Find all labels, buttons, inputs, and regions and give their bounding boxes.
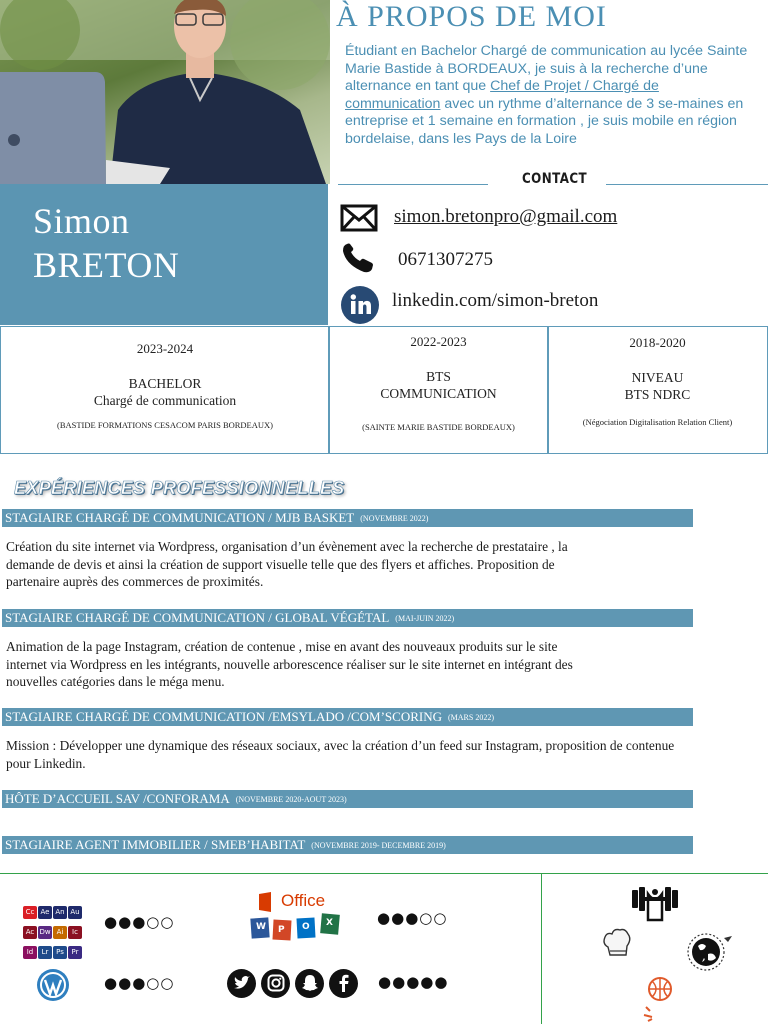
- experience-header-3: [2, 708, 693, 726]
- fitness-icon: [630, 884, 680, 929]
- adobe-app-icon: Lr: [38, 946, 52, 959]
- education-year: 2022-2023: [410, 334, 467, 349]
- office-skill-rating: [377, 909, 447, 927]
- education-degree-line-2: Chargé de communication: [93, 393, 237, 408]
- office-word-icon: W: [256, 922, 266, 932]
- about-text-part-2: avec un rythme d’alternance de 3 se-maines en entreprise et 1 semaine en formation , je suis mobile en région bordelaise, dans les Pays de la Loire: [345, 95, 744, 147]
- contact-rule-right: [606, 184, 768, 185]
- experience-description-3: Mission : Développer une dynamique des réseaux sociaux, avec la création d’un feed sur Instagram, proposition de contenue pour Linkedin.: [6, 738, 675, 771]
- chef-hat-icon: [602, 927, 632, 966]
- rating-dot-filled: ●: [392, 973, 407, 991]
- profile-photo: [0, 0, 330, 184]
- adobe-app-icon: An: [53, 906, 67, 919]
- experience-role: STAGIAIRE CHARGÉ DE COMMUNICATION / MJB BASKET: [5, 510, 355, 525]
- adobe-app-icon: Ac: [23, 926, 37, 939]
- snapchat-icon: [295, 969, 324, 998]
- contact-rule-left: [338, 184, 488, 185]
- education-school: (BASTIDE FORMATIONS CESACOM PARIS BORDEAUX): [57, 420, 273, 430]
- rating-dot-filled: ●: [132, 913, 147, 931]
- linkedin-link[interactable]: linkedin.com/simon-breton: [392, 290, 599, 311]
- education-year: 2018-2020: [629, 335, 686, 350]
- wordpress-icon: [36, 968, 70, 1007]
- education-degree-line-1: BTS: [426, 369, 451, 384]
- adobe-app-icon: Cc: [23, 906, 37, 919]
- about-target-role: Chef de Projet / Chargé de communication: [345, 78, 659, 112]
- adobe-app-icon: Ae: [38, 906, 52, 919]
- rating-dot-empty: ○: [433, 909, 448, 927]
- email-link[interactable]: simon.bretonpro@gmail.com: [394, 206, 618, 227]
- education-card-1: [0, 326, 330, 454]
- rating-dot-filled: ●: [420, 973, 435, 991]
- education-degree-line-2: BTS NDRC: [624, 387, 691, 402]
- experience-role: STAGIAIRE CHARGÉ DE COMMUNICATION /EMSYLADO /COM’SCORING: [5, 709, 442, 724]
- twitter-icon: [227, 969, 256, 998]
- facebook-icon: [329, 969, 358, 998]
- rating-dot-empty: ○: [160, 974, 175, 992]
- last-name: BRETON: [33, 245, 180, 285]
- experience-header-5: [2, 836, 693, 854]
- adobe-app-icon: Au: [68, 906, 82, 919]
- social-icons-row: [227, 969, 363, 998]
- experience-header-2: [2, 609, 693, 627]
- rating-dot-empty: ○: [419, 909, 434, 927]
- office-excel-icon: X: [326, 918, 333, 928]
- adobe-app-icon: Pr: [68, 946, 82, 959]
- adobe-app-icon: Ps: [53, 946, 67, 959]
- rating-dot-filled: ●: [118, 974, 133, 992]
- experience-date: (NOVEMBRE 2022): [360, 514, 429, 523]
- wordpress-skill-rating: [104, 974, 174, 992]
- education-degree-line-2: COMMUNICATION: [380, 386, 497, 401]
- office-label: Office: [281, 891, 326, 910]
- photo-illustration: [0, 0, 330, 184]
- about-title: À PROPOS DE MOI: [336, 0, 607, 33]
- experience-header-4: [2, 790, 693, 808]
- adobe-app-icon: Dw: [38, 926, 52, 939]
- globe-travel-icon: [684, 928, 734, 977]
- experience-role: STAGIAIRE AGENT IMMOBILIER / SMEB’HABITAT: [5, 837, 306, 852]
- adobe-app-icon: Ai: [53, 926, 67, 939]
- rating-dot-empty: ○: [160, 913, 175, 931]
- rating-dot-filled: ●: [377, 909, 392, 927]
- experience-header-1: [2, 509, 693, 527]
- rating-dot-filled: ●: [406, 973, 421, 991]
- adobe-app-icon: Ic: [68, 926, 82, 939]
- about-text: [345, 43, 750, 149]
- education-card-2: [328, 326, 549, 454]
- education-degree-line-1: BACHELOR: [128, 376, 202, 391]
- hobbies-rule: [542, 873, 768, 874]
- education-school: (SAINTE MARIE BASTIDE BORDEAUX): [362, 422, 515, 432]
- adobe-skill-rating: [104, 913, 174, 931]
- education-card-3: [547, 326, 768, 454]
- education-school: (Négociation Digitalisation Relation Client): [582, 417, 733, 427]
- adobe-apps-icon-grid: [23, 901, 89, 961]
- first-name: Simon: [33, 201, 130, 241]
- office-powerpoint-icon: P: [278, 925, 285, 935]
- education-year: 2023-2024: [136, 341, 194, 356]
- rating-dot-filled: ●: [378, 973, 393, 991]
- experience-date: (MARS 2022): [448, 713, 495, 722]
- rating-dot-filled: ●: [104, 913, 119, 931]
- linkedin-icon: [341, 286, 379, 329]
- contact-title: CONTACT: [522, 171, 588, 187]
- about-text-part-1: Étudiant en Bachelor Chargé de communication au lycée Sainte Marie Bastide à BORDEAUX, je suis à la recherche d’une alternance en tant que: [345, 43, 748, 95]
- envelope-icon: [340, 204, 378, 237]
- rating-dot-filled: ●: [118, 913, 133, 931]
- rating-dot-empty: ○: [146, 913, 161, 931]
- experience-description-2: Animation de la page Instagram, création de contenue , mise en avant des nouveaux produits sur le site internet via Wordpress en les intégrants, nouvelle arborescence réaliser sur le site internet en intégrant des nouvelles catégories dans le méga menu.: [6, 639, 573, 689]
- rating-dot-filled: ●: [405, 909, 420, 927]
- experience-description-1: Création du site internet via Wordpress, organisation d’un évènement avec la recherche de prestataire , la demande de devis et ainsi la création de support visuelle telle que des flyers et affiches. Proposition de partenaire auprès des commerces de proximités.: [6, 539, 568, 589]
- education-degree-line-1: NIVEAU: [631, 370, 684, 385]
- adobe-app-icon: Id: [23, 946, 37, 959]
- experience-date: (MAI-JUIN 2022): [395, 614, 455, 623]
- phone-number[interactable]: 0671307275: [398, 249, 493, 270]
- rating-dot-filled: ●: [434, 973, 449, 991]
- rating-dot-filled: ●: [391, 909, 406, 927]
- instagram-icon: [261, 969, 290, 998]
- experience-date: (NOVEMBRE 2019- DECEMBRE 2019): [311, 841, 446, 850]
- rating-dot-filled: ●: [132, 974, 147, 992]
- office-outlook-icon: O: [302, 922, 310, 932]
- rating-dot-filled: ●: [104, 974, 119, 992]
- experience-role: STAGIAIRE CHARGÉ DE COMMUNICATION / GLOBAL VÉGÉTAL: [5, 610, 390, 625]
- experience-date: (NOVEMBRE 2020-AOUT 2023): [235, 795, 347, 804]
- experience-role: HÔTE D’ACCUEIL SAV /CONFORAMA: [5, 791, 230, 806]
- social-skill-rating: [378, 973, 448, 991]
- experience-title: EXPÉRIENCES PROFESSIONNELLES: [14, 478, 345, 498]
- phone-icon: [342, 243, 376, 278]
- basketball-icon: [642, 975, 676, 1028]
- rating-dot-empty: ○: [146, 974, 161, 992]
